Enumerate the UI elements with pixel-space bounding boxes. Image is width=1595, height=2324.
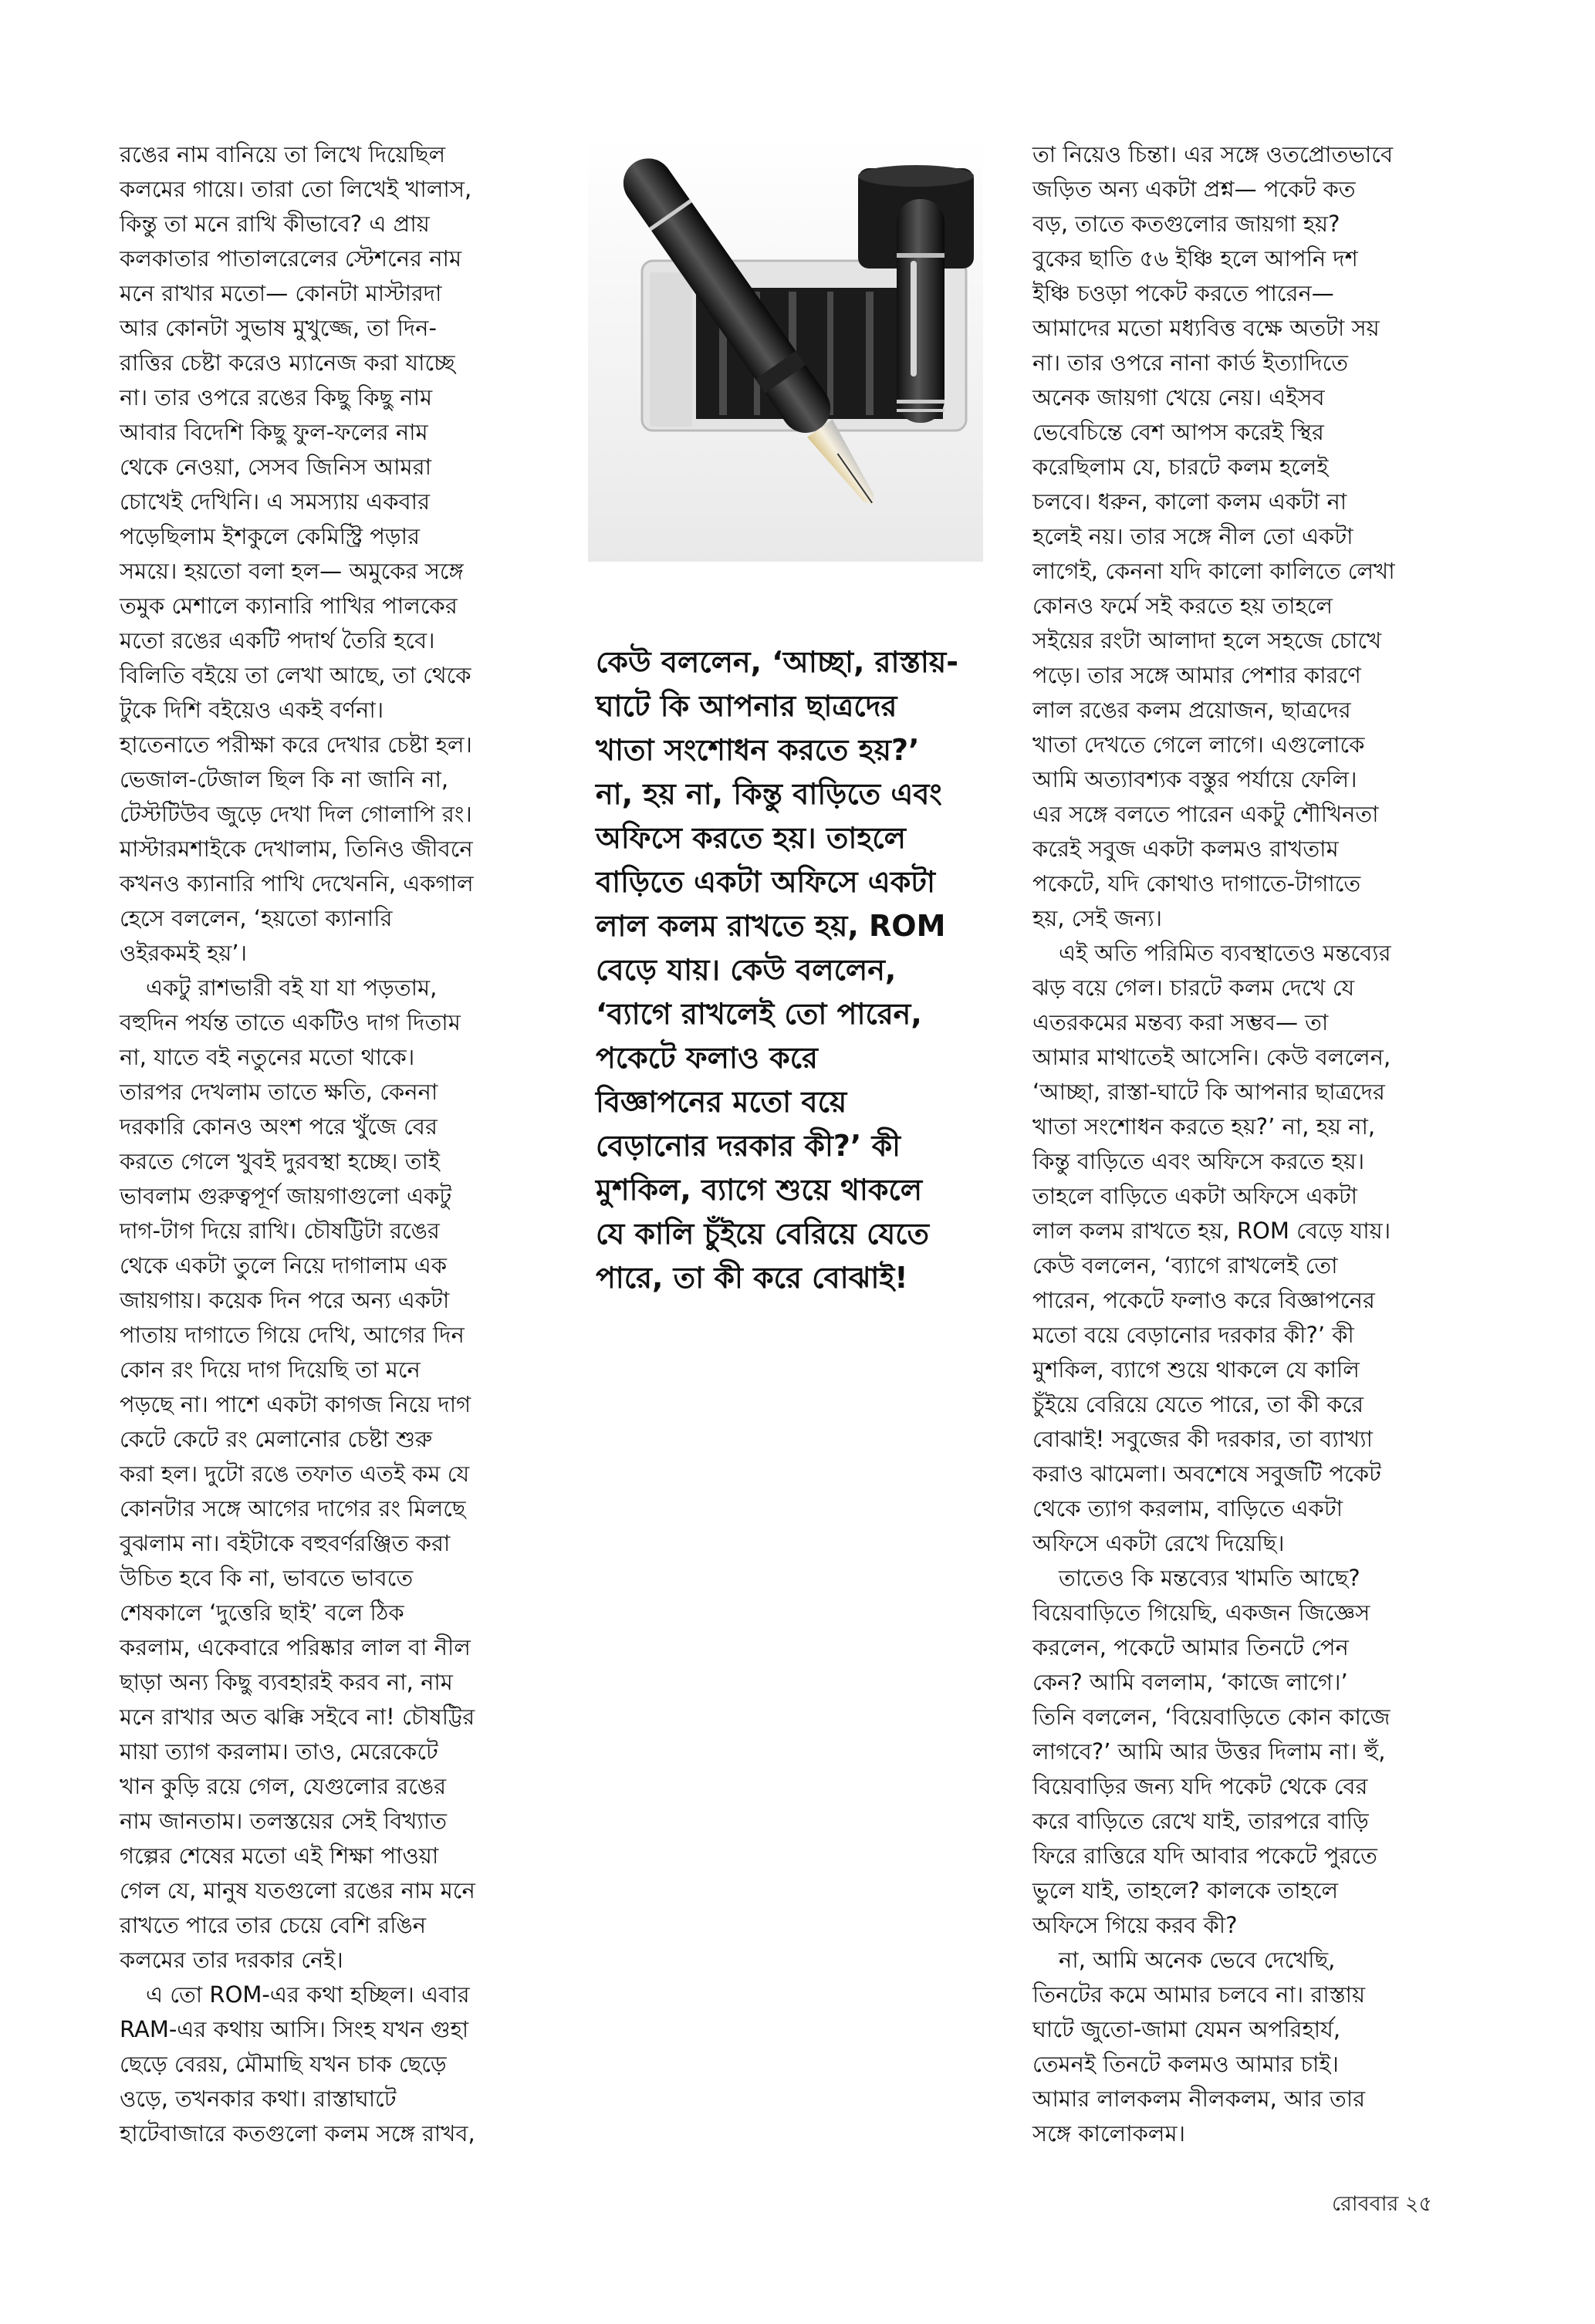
text-line: মতো রঙের একটি পদার্থ তৈরি হবে। <box>120 627 435 654</box>
text-line: বড়, তাতে কতগুলোর জায়গা হয়? <box>1032 211 1340 237</box>
text-line: সময়ে। হয়তো বলা হল— অমুকের সঙ্গে <box>120 558 464 584</box>
pull-quote-line: অফিসে করতে হয়। তাহলে <box>596 821 906 855</box>
text-line: চোখেই দেখিনি। এ সমস্যায় একবার <box>120 488 431 515</box>
text-line: এই অতি পরিমিত ব্যবস্থাতেও মন্তব্যের <box>1059 940 1391 966</box>
text-line: খাতা দেখতে গেলে লাগে। এগুলোকে <box>1032 731 1365 758</box>
text-line: এতরকমের মন্তব্য করা সম্ভব— তা <box>1032 1009 1329 1035</box>
pull-quote-line: ঘাটে কি আপনার ছাত্রদের <box>596 689 897 723</box>
text-line: কোন রং দিয়ে দাগ দিয়েছি তা মনে <box>120 1356 421 1383</box>
text-line: লাগবে?’ আমি আর উত্তর দিলাম না। হুঁ, <box>1032 1738 1386 1765</box>
text-line: কিন্তু বাড়িতে এবং অফিসে করতে হয়। <box>1032 1148 1365 1174</box>
text-line: কেউ বললেন, ‘ব্যাগে রাখলেই তো <box>1032 1252 1338 1279</box>
text-line: গেল যে, মানুষ যতগুলো রঙের নাম মনে <box>120 1877 475 1903</box>
text-line: আমার মাথাতেই আসেনি। কেউ বললেন, <box>1032 1044 1391 1070</box>
text-line: মনে রাখার অত ঝক্কি সইবে না! চৌষট্টির <box>120 1704 475 1730</box>
text-line: না। তার ওপরে নানা কার্ড ইত্যাদিতে <box>1032 350 1349 376</box>
text-line: বহুদিন পর্যন্ত তাতে একটিও দাগ দিতাম <box>120 1009 461 1035</box>
text-line: আমাদের মতো মধ্যবিত্ত বক্ষে অতটা সয় <box>1032 315 1380 341</box>
text-line: ফিরে রাত্তিরে যদি আবার পকেটে পুরতে <box>1032 1843 1377 1869</box>
text-line: তাহলে বাড়িতে একটা অফিসে একটা <box>1032 1183 1358 1209</box>
text-line: পড়ে। তার সঙ্গে আমার পেশার কারণে <box>1032 662 1361 688</box>
text-line: কেটে কেটে রং মেলানোর চেষ্টা শুরু <box>120 1426 433 1452</box>
text-line: এর সঙ্গে বলতে পারেন একটু শৌখিনতা <box>1032 801 1379 827</box>
text-line: জায়গায়। কয়েক দিন পরে অন্য একটা <box>120 1287 450 1313</box>
pull-quote-line: বেড়ে যায়। কেউ বললেন, <box>596 953 897 987</box>
text-line: রাখতে পারে তার চেয়ে বেশি রঙিন <box>120 1912 427 1938</box>
text-line: ইঞ্চি চওড়া পকেট করতে পারেন— <box>1032 280 1334 306</box>
text-line: সইয়ের রংটা আলাদা হলে সহজে চোখে <box>1032 627 1382 654</box>
text-line: তেমনই তিনটে কলমও আমার চাই। <box>1032 2051 1339 2077</box>
text-line: করেছিলাম যে, চারটে কলম হলেই <box>1032 454 1329 480</box>
pull-quote-line: খাতা সংশোধন করতে হয়?’ <box>596 733 920 767</box>
text-line: তারপর দেখলাম তাতে ক্ষতি, কেননা <box>120 1079 438 1105</box>
pull-quote-line: যে কালি চুঁইয়ে বেরিয়ে যেতে <box>596 1217 930 1251</box>
text-line: পারেন, পকেটে ফলাও করে বিজ্ঞাপনের <box>1032 1287 1375 1313</box>
text-line: ভেজাল-টেজাল ছিল কি না জানি না, <box>120 766 449 792</box>
text-line: অফিসে একটা রেখে দিয়েছি। <box>1032 1530 1285 1556</box>
text-line: উচিত হবে কি না, ভাবতে ভাবতে <box>120 1565 414 1591</box>
pull-quote <box>596 640 997 1300</box>
pull-quote-line: না, হয় না, কিন্তু বাড়িতে এবং <box>596 777 942 811</box>
pull-quote-line: বিজ্ঞাপনের মতো বয়ে <box>596 1085 847 1119</box>
text-line: শেষকালে ‘দুত্তেরি ছাই’ বলে ঠিক <box>120 1599 404 1626</box>
text-line: মুশকিল, ব্যাগে শুয়ে থাকলে যে কালি <box>1032 1356 1360 1383</box>
pull-quote-line: কেউ বললেন, ‘আচ্ছা, রাস্তায়- <box>596 645 959 679</box>
text-line: ছাড়া অন্য কিছু ব্যবহারই করব না, নাম <box>120 1669 453 1695</box>
text-line: করা হল। দুটো রঙে তফাত এতই কম যে <box>120 1461 470 1487</box>
text-line: করলেন, পকেটে আমার তিনটে পেন <box>1032 1634 1349 1660</box>
text-line: পড়ছে না। পাশে একটা কাগজ নিয়ে দাগ <box>120 1391 471 1417</box>
text-line: বিলিতি বইয়ে তা লেখা আছে, তা থেকে <box>120 662 471 688</box>
text-line: হয়, সেই জন্য। <box>1032 905 1163 931</box>
text-line: হাতেনাতে পরীক্ষা করে দেখার চেষ্টা হল। <box>120 731 472 758</box>
text-line: মাস্টারমশাইকে দেখালাম, তিনিও জীবনে <box>120 836 473 862</box>
text-line: চলবে। ধরুন, কালো কলম একটা না <box>1032 488 1347 515</box>
text-line: ঘাটে জুতো-জামা যেমন অপরিহার্য, <box>1032 2016 1341 2042</box>
text-line: হেসে বললেন, ‘হয়তো ক্যানারি <box>120 905 393 931</box>
text-line: কলমের তার দরকার নেই। <box>120 1947 343 1973</box>
text-line: তাতেও কি মন্তব্যের খামতি আছে? <box>1059 1565 1360 1591</box>
text-line: থেকে একটা তুলে নিয়ে দাগালাম এক <box>120 1252 448 1279</box>
text-line: বুঝলাম না। বইটাকে বহুবর্ণরঞ্জিত করা <box>120 1530 451 1556</box>
pull-quote-line: বেড়ানোর দরকার কী?’ কী <box>596 1129 901 1163</box>
text-line: বুকের ছাতি ৫৬ ইঞ্চি হলে আপনি দশ <box>1032 245 1358 272</box>
article-column-1 <box>120 137 575 2151</box>
fountain-pen-photo <box>588 137 983 562</box>
text-line: নাম জানতাম। তলস্তয়ের সেই বিখ্যাত <box>120 1808 447 1834</box>
text-line: দাগ-টাগ দিয়ে রাখি। চৌষট্টিটা রঙের <box>120 1218 440 1244</box>
text-line: কোনও ফর্মে সই করতে হয় তাহলে <box>1032 593 1333 619</box>
text-line: রঙের নাম বানিয়ে তা লিখে দিয়েছিল <box>120 141 446 167</box>
text-line: কোনটার সঙ্গে আগের দাগের রং মিলছে <box>120 1495 466 1522</box>
text-line: টুকে দিশি বইয়েও একই বর্ণনা। <box>120 697 384 723</box>
text-line: তমুক মেশালে ক্যানারি পাখির পালকের <box>120 593 458 619</box>
text-line: কেন? আমি বললাম, ‘কাজে লাগে।’ <box>1032 1669 1348 1695</box>
text-line: দরকারি কোনও অংশ পরে খুঁজে বের <box>120 1113 438 1140</box>
text-line: ‘আচ্ছা, রাস্তা-ঘাটে কি আপনার ছাত্রদের <box>1032 1079 1385 1105</box>
text-line: বিয়েবাড়িতে গিয়েছি, একজন জিজ্ঞেস <box>1032 1599 1370 1626</box>
pull-quote-line: ‘ব্যাগে রাখলেই তো পারেন, <box>596 997 922 1031</box>
text-line: থেকে নেওয়া, সেসব জিনিস আমরা <box>120 454 432 480</box>
text-line: এ তো ROM-এর কথা হচ্ছিল। এবার <box>146 1981 470 2008</box>
text-line: না, আমি অনেক ভেবে দেখেছি, <box>1059 1947 1336 1973</box>
text-line: ভেবেচিন্তে বেশ আপস করেই স্থির <box>1032 419 1324 445</box>
text-line: তিনি বললেন, ‘বিয়েবাড়িতে কোন কাজে <box>1032 1704 1391 1730</box>
text-line: ভুলে যাই, তাহলে? কালকে তাহলে <box>1032 1877 1339 1903</box>
pull-quote-line: বাড়িতে একটা অফিসে একটা <box>596 865 935 899</box>
text-line: চুঁইয়ে বেরিয়ে যেতে পারে, তা কী করে <box>1032 1391 1364 1417</box>
text-line: ছেড়ে বেরয়, মৌমাছি যখন চাক ছেড়ে <box>120 2051 447 2077</box>
text-line: মায়া ত্যাগ করলাম। তাও, মেরেকেটে <box>120 1738 438 1765</box>
text-line: না, যাতে বই নতুনের মতো থাকে। <box>120 1044 415 1070</box>
text-line: আমি অত্যাবশ্যক বস্তুর পর্যায়ে ফেলি। <box>1032 766 1357 792</box>
pull-quote-line: পকেটে ফলাও করে <box>596 1041 818 1075</box>
text-line: পাতায় দাগাতে গিয়ে দেখি, আগের দিন <box>120 1322 465 1348</box>
text-line: মনে রাখার মতো— কোনটা মাস্টারদা <box>120 280 442 306</box>
article-column-3 <box>1032 137 1465 2151</box>
text-line: ঝড় বয়ে গেল। চারটে কলম দেখে যে <box>1032 975 1355 1001</box>
text-line: একটু রাশভারী বই যা যা পড়তাম, <box>146 975 438 1001</box>
text-line: RAM-এর কথায় আসি। সিংহ যখন গুহা <box>120 2016 469 2042</box>
text-line: করাও ঝামেলা। অবশেষে সবুজটি পকেট <box>1032 1461 1381 1487</box>
text-line: হাটেবাজারে কতগুলো কলম সঙ্গে রাখব, <box>120 2120 475 2147</box>
text-line: করতে গেলে খুবই দুরবস্থা হচ্ছে। তাই <box>120 1148 440 1174</box>
text-line: টেস্টটিউব জুড়ে দেখা দিল গোলাপি রং। <box>120 801 472 827</box>
text-line: লাল রঙের কলম প্রয়োজন, ছাত্রদের <box>1032 697 1351 723</box>
text-line: কলকাতার পাতালরেলের স্টেশনের নাম <box>120 245 462 272</box>
pull-quote-line: পারে, তা কী করে বোঝাই! <box>596 1261 908 1295</box>
text-line: অফিসে গিয়ে করব কী? <box>1032 1912 1238 1938</box>
text-line: ভাবলাম গুরুত্বপূর্ণ জায়গাগুলো একটু <box>120 1183 452 1209</box>
text-line: মতো বয়ে বেড়ানোর দরকার কী?’ কী <box>1032 1322 1354 1348</box>
text-line: জড়িত অন্য একটা প্রশ্ন— পকেট কত <box>1032 176 1356 202</box>
text-line: পড়েছিলাম ইশকুলে কেমিস্ট্রি পড়ার <box>120 523 420 549</box>
text-line: গল্পের শেষের মতো এই শিক্ষা পাওয়া <box>120 1843 439 1869</box>
text-line: খান কুড়ি রয়ে গেল, যেগুলোর রঙের <box>120 1773 447 1799</box>
text-line: পকেটে, যদি কোথাও দাগাতে-টাগাতে <box>1032 870 1361 897</box>
text-line: লাগেই, কেননা যদি কালো কালিতে লেখা <box>1032 558 1395 584</box>
pull-quote-line: লাল কলম রাখতে হয়, ROM <box>596 909 946 943</box>
text-line: আবার বিদেশি কিছু ফুল-ফলের নাম <box>120 419 428 445</box>
text-line: ওইরকমই হয়’। <box>120 940 247 966</box>
text-line: লাল কলম রাখতে হয়, ROM বেড়ে যায়। <box>1032 1218 1391 1244</box>
text-line: কিন্তু তা মনে রাখি কীভাবে? এ প্রায় <box>120 211 430 237</box>
text-line: তিনটের কমে আমার চলবে না। রাস্তায় <box>1032 1981 1366 2008</box>
text-line: করে বাড়িতে রেখে যাই, তারপরে বাড়ি <box>1032 1808 1369 1834</box>
text-line: করলাম, একেবারে পরিষ্কার লাল বা নীল <box>120 1634 471 1660</box>
text-line: রাত্তির চেষ্টা করেও ম্যানেজ করা যাচ্ছে <box>120 350 455 376</box>
text-line: কলমের গায়ে। তারা তো লিখেই খালাস, <box>120 176 472 202</box>
text-line: ওড়ে, তখনকার কথা। রাস্তাঘাটে <box>120 2086 397 2112</box>
text-line: খাতা সংশোধন করতে হয়?’ না, হয় না, <box>1032 1113 1376 1140</box>
text-line: বিয়েবাড়ির জন্য যদি পকেট থেকে বের <box>1032 1773 1368 1799</box>
text-line: সঙ্গে কালোকলম। <box>1032 2120 1186 2147</box>
text-line: হলেই নয়। তার সঙ্গে নীল তো একটা <box>1032 523 1353 549</box>
text-line: না। তার ওপরে রঙের কিছু কিছু নাম <box>120 384 433 410</box>
text-line: আমার লালকলম নীলকলম, আর তার <box>1032 2086 1366 2112</box>
text-line: তা নিয়েও চিন্তা। এর সঙ্গে ওতপ্রোতভাবে <box>1032 141 1394 167</box>
text-line: অনেক জায়গা খেয়ে নেয়। এইসব <box>1032 384 1325 410</box>
text-line: আর কোনটা সুভাষ মুখুজ্জে, তা দিন- <box>120 315 437 341</box>
text-line: বোঝাই! সবুজের কী দরকার, তা ব্যাখ্যা <box>1032 1426 1373 1452</box>
pull-quote-line: মুশকিল, ব্যাগে শুয়ে থাকলে <box>596 1173 923 1207</box>
text-line: করেই সবুজ একটা কলমও রাখতাম <box>1032 836 1339 862</box>
text-line: কখনও ক্যানারি পাখি দেখেননি, একগাল <box>120 870 474 897</box>
page-footer-folio: রোববার ২৫ <box>1332 2192 1433 2216</box>
text-line: থেকে ত্যাগ করলাম, বাড়িতে একটা <box>1032 1495 1343 1522</box>
